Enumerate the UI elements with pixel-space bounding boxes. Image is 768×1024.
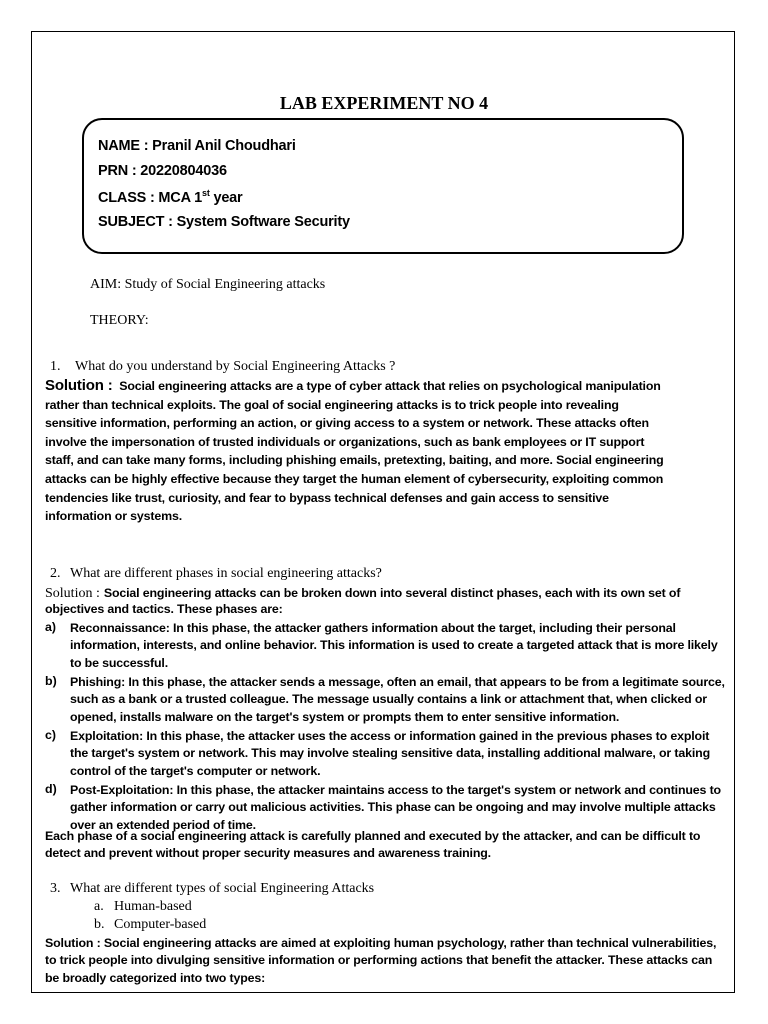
list-text-line: Phishing: In this phase, the attacker sends a message, often an email, that appears to be from a legitimate source, (70, 675, 725, 689)
q2-intro (45, 584, 680, 602)
list-text-line: to be successful. (70, 655, 168, 670)
student-class (98, 188, 243, 206)
list-text-line: opened, installs malware on the target's system or prompts them to enter sensitive information. (70, 709, 620, 724)
q3-sub-b-letter: b. (94, 917, 105, 932)
q1-answer-line: rather than technical exploits. The goal of social engineering attacks is to trick people into revealing (45, 397, 619, 412)
list-letter: d) (45, 782, 57, 796)
theory-heading: THEORY: (90, 313, 149, 328)
q1-answer-line: Social engineering attacks are a type of cyber attack that relies on psychological manipulation (119, 379, 661, 393)
q1-first-line (45, 377, 735, 396)
q2-intro-line: objectives and tactics. These phases are: (45, 602, 283, 616)
q3-question: What are different types of social Engineering Attacks (70, 881, 375, 896)
q3-solution-label: Solution : (45, 936, 101, 950)
student-prn: PRN : 20220804036 (98, 163, 227, 179)
student-name: NAME : Pranil Anil Choudhari (98, 138, 296, 154)
list-item (45, 674, 735, 728)
q3-sub-b: Computer-based (114, 917, 207, 932)
q2-phase-2 (70, 728, 710, 780)
q2-question: What are different phases in social engineering attacks? (70, 566, 382, 581)
q1-answer-line: tendencies like trust, curiosity, and fear to bypass technical defenses and gain access to sensitive (45, 490, 609, 505)
list-text-line: gather information or carry out malicious activities. This phase can be ongoing and may involve multiple attacks (70, 800, 716, 815)
document-title: LAB EXPERIMENT NO 4 (279, 93, 489, 113)
q1-answer-line: sensitive information, performing an action, or giving access to a system or network. These attacks often (45, 416, 649, 431)
q2-phase-3 (70, 782, 721, 834)
q1-number: 1. (50, 359, 61, 374)
q2-intro-line: Social engineering attacks can be broken down into several distinct phases, each with its own set of (103, 586, 681, 600)
student-subject: SUBJECT : System Software Security (98, 214, 350, 230)
q1-question: What do you understand by Social Engineering Attacks ? (75, 359, 396, 374)
q3-answer-line: to trick people into divulging sensitive information or performing actions that benefit the attacker. These attacks can (45, 953, 713, 968)
q3-sub-a-letter: a. (94, 899, 104, 914)
class-suffix: year (209, 189, 243, 206)
q2-closing-line: Each phase of a social engineering attack is carefully planned and executed by the attacker, and can be difficult to (45, 829, 701, 843)
q1-answer-line: information or systems. (45, 509, 183, 524)
list-text-line: over an extended period of time. (70, 817, 256, 832)
q3-number: 3. (50, 881, 61, 896)
q1-answer-line: staff, and can take many forms, including phishing emails, pretexting, baiting, and more. Social engineering (45, 453, 664, 468)
q1-answer (45, 377, 735, 526)
list-letter: c) (45, 728, 57, 742)
q3-answer-line: be broadly categorized into two types: (45, 970, 266, 985)
q2-solution-label: Solution : (45, 586, 100, 601)
q3-answer-line: Social engineering attacks are aimed at exploiting human psychology, rather than technical vulnerabilities, (103, 936, 717, 950)
class-superscript: st (202, 188, 210, 198)
q2-closing-line: detect and prevent without proper security measures and awareness training. (45, 846, 491, 861)
list-text-line: Post-Exploitation: In this phase, the attacker maintains access to the target's system or network and continues to (70, 783, 721, 797)
list-item (45, 728, 735, 782)
q3-answer (45, 935, 716, 987)
q2-phase-0 (70, 620, 718, 672)
q2-phase-1 (70, 674, 725, 726)
q2-number: 2. (50, 566, 61, 581)
class-prefix: CLASS : MCA 1 (98, 189, 203, 206)
q1-answer-line: involve the impersonation of trusted individuals or organizations, such as bank employees or IT support (45, 434, 645, 449)
aim-line: AIM: Study of Social Engineering attacks (90, 277, 326, 292)
list-text-line: such as a bank or a trusted colleague. The message usually contains a link or attachment that, when clicked or (70, 692, 707, 707)
list-letter: a) (45, 620, 57, 634)
q2-closing (45, 828, 700, 863)
q3-sub-a: Human-based (114, 899, 192, 914)
list-letter: b) (45, 674, 57, 688)
list-text-line: the target's system or network. This may involve stealing sensitive data, installing additional malware, or taking (70, 746, 710, 761)
list-text-line: information, interests, and online behavior. This information is used to create a targeted attack that is more likely (70, 638, 718, 653)
list-text-line: control of the target's computer or network. (70, 763, 321, 778)
list-text-line: Exploitation: In this phase, the attacker uses the access or information gained in the previous phases to exploit (70, 729, 710, 743)
q1-answer-line: attacks can be highly effective because they target the human element of cybersecurity, exploiting common (45, 471, 664, 486)
q3-first-line (45, 935, 716, 952)
q1-solution-label: Solution : (45, 377, 113, 394)
list-text-line: Reconnaissance: In this phase, the attacker gathers information about the target, including their personal (70, 621, 676, 635)
q2-phase-list (45, 620, 735, 836)
list-item (45, 620, 735, 674)
